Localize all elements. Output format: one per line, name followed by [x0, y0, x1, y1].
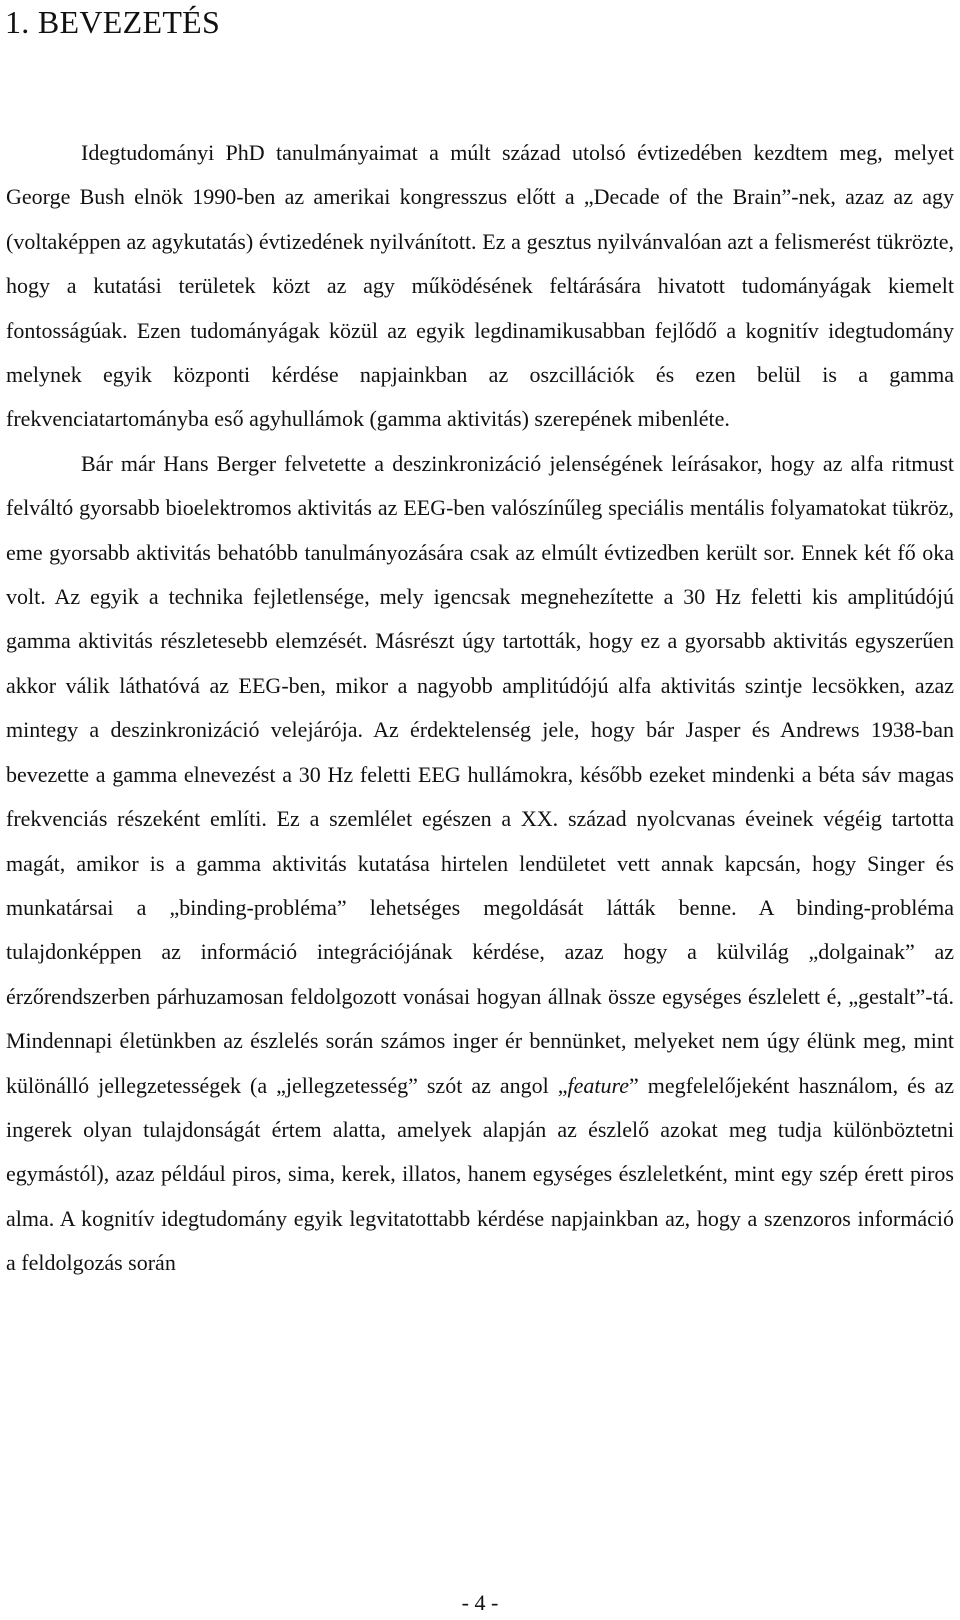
italic-term: feature: [567, 1072, 630, 1098]
body-text: [6, 131, 954, 1286]
paragraph-2: [6, 442, 954, 1286]
paragraph-1: Idegtudományi PhD tanulmányaimat a múlt század utolsó évtizedében kezdtem meg, melyet George Bush elnök 1990-ben az amerikai kongresszus előtt a „Decade of the Brain”-nek, azaz az agy (voltaképpen az agykutatás) évtizedének nyilvánított. Ez a gesztus nyilvánvalóan azt a felismerést tükrözte, hogy a kutatási területek közt az agy működésének feltárására hivatott tudományágak kiemelt fontosságúak. Ezen tudományágak közül az egyik legdinamikusabban fejlődő a kognitív idegtudomány melynek egyik központi kérdése napjainkban az oszcillációk és ezen belül is a gamma frekvenciatartományba eső agyhullámok (gamma aktivitás) szerepének mibenléte.: [6, 140, 954, 432]
paragraph-2-text: Bár már Hans Berger felvetette a deszinkronizáció jelenségének leírásakor, hogy az alfa ritmust felváltó gyorsabb bioelektromos aktivitás az EEG-ben valószínűleg speciális mentális folyamatokat tükröz, eme gyorsabb aktivitás behatóbb tanulmányozására csak az elmúlt évtizedben került sor. Ennek két fő oka volt. Az egyik a technika fejletlensége, mely igencsak megnehezítette a 30 Hz feletti kis amplitúdójú gamma aktivitás részletesebb elemzését. Másrészt úgy tartották, hogy ez a gyorsabb aktivitás egyszerűen akkor válik láthatóvá az EEG-ben, mikor a nagyobb amplitúdójú alfa aktivitás szintje lecsökken, azaz mintegy a deszinkronizáció velejárója. Az érdektelenség jele, hogy bár Jasper és Andrews 1938-ban bevezette a gamma elnevezést a 30 Hz feletti EEG hullámokra, később ezeket mindenki a béta sáv magas frekvenciás részeként említi. Ez a szemlélet egészen a XX. század nyolcvanas éveinek végéig tartotta magát, amikor is a gamma aktivitás kutatása hirtelen lendületet vett annak kapcsán, hogy Singer és munkatársai a „binding-probléma” lehetséges megoldását látták benne. A binding-probléma tulajdonképpen az információ integrációjának kérdése, azaz hogy a külvilág „dolgainak” az érzőrendszerben párhuzamosan feldolgozott vonásai hogyan állnak össze egységes észlelett é, „gestalt”-tá. Mindennapi életünkben az észlelés során számos inger ér bennünket, melyeket nem úgy élünk meg, mint különálló jellegzetességek (a „jellegzetesség” szót az angol „: [6, 450, 954, 1098]
page-number: - 4 -: [461, 1590, 499, 1615]
chapter-heading: 1. BEVEZETÉS: [5, 4, 221, 40]
paragraph-2-tail: ” megfelelőjeként használom, és az ingerek olyan tulajdonságát értem alatta, amelyek alapján az észlelő azokat meg tudja különböztetni egymástól), azaz például piros, sima, kerek, illatos, hanem egységes észleletként, mint egy szép érett piros alma. A kognitív idegtudomány egyik legvitatottabb kérdése napjainkban az, hogy a szenzoros információ a feldolgozás során: [6, 1072, 954, 1276]
